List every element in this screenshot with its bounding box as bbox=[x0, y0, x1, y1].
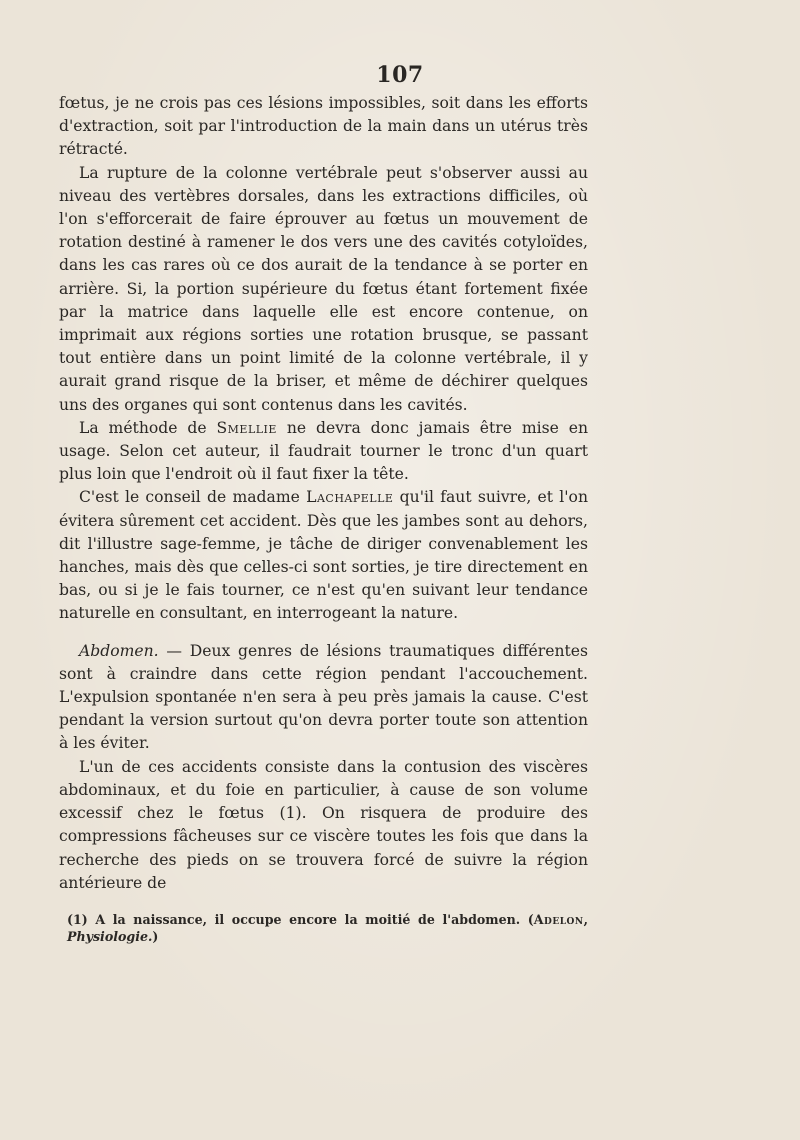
paragraph-4-lead: C'est le conseil de madame bbox=[79, 488, 307, 507]
footnote-work: Physiologie. bbox=[67, 928, 153, 944]
footnote bbox=[59, 911, 588, 945]
paragraph-4 bbox=[59, 486, 588, 625]
paragraph-4-rest: qu'il faut suivre, et l'on évitera sûrement cet accident. Dès que les jambes sont au dehors, dit l'illustre sage-femme, je tâche de diriger convenablement les hanches, mais dès que celles-ci sont sorties, je tire directement en bas, ou si je le fais tourner, ce n'est qu'en suivant leur tendance naturelle en consultant, en interrogeant la nature. bbox=[59, 488, 588, 623]
paragraph-2: La rupture de la colonne vertébrale peut s'observer aussi au niveau des vertèbres dorsales, dans les extractions difficiles, où l'on s'efforcerait de faire éprouver au fœtus un mouvement de rotation destiné à ramener le dos vers une des cavités cotyloïdes, dans les cas rares où ce dos aurait de la tendance à se porter en arrière. Si, la portion supérieure du fœtus étant fortement fixée par la matrice dans laquelle elle est encore contenue, on imprimait aux régions sorties une rotation brusque, se passant tout entière dans un point limité de la colonne vertébrale, il y aurait grand risque de la briser, et même de déchirer quelques uns des organes qui sont contenus dans les cavités. bbox=[59, 163, 588, 414]
page-number: 107 bbox=[376, 62, 424, 88]
footnote-close: ) bbox=[152, 928, 159, 944]
paragraph-3-lead: La méthode de bbox=[79, 418, 217, 437]
footnote-separator: , bbox=[583, 911, 588, 927]
paragraph-3-rest: ne devra donc jamais être mise en usage. Selon cet auteur, il faudrait tourner le tronc d'un quart plus loin que l'endroit où il faut fixer la tête. bbox=[59, 418, 589, 484]
section-heading-abdomen: Abdomen. bbox=[79, 641, 159, 660]
paragraph-3 bbox=[59, 417, 588, 487]
paragraph-6: L'un de ces accidents consiste dans la contusion des viscères abdominaux, et du foie en particulier, à cause de son volume excessif chez le fœtus (1). On risquera de produire des compressions fâcheuses sur ce viscère toutes les fois que dans la recherche des pieds on se trouvera forcé de suivre la région antérieure de bbox=[59, 757, 588, 892]
footnote-spacer bbox=[59, 895, 588, 911]
body-text bbox=[59, 92, 588, 945]
paragraph-1: fœtus, je ne crois pas ces lésions impossibles, soit dans les efforts d'extraction, soit par l'introduction de la main dans un utérus très rétracté. bbox=[59, 94, 588, 159]
author-name-smellie: Smellie bbox=[216, 418, 277, 437]
paragraph-5 bbox=[59, 640, 588, 756]
author-name-lachapelle: Lachapelle bbox=[306, 488, 394, 507]
footnote-text: (1) A la naissance, il occupe encore la moitié de l'abdomen. ( bbox=[67, 911, 534, 927]
footnote-author: Adelon bbox=[533, 911, 584, 927]
paragraph-5-text: — Deux genres de lésions traumatiques différentes sont à craindre dans cette région pendant l'accouchement. L'expulsion spontanée n'en sera à peu près jamais la cause. C'est pendant la version surtout qu'on devra porter toute son attention à les éviter. bbox=[59, 641, 588, 753]
